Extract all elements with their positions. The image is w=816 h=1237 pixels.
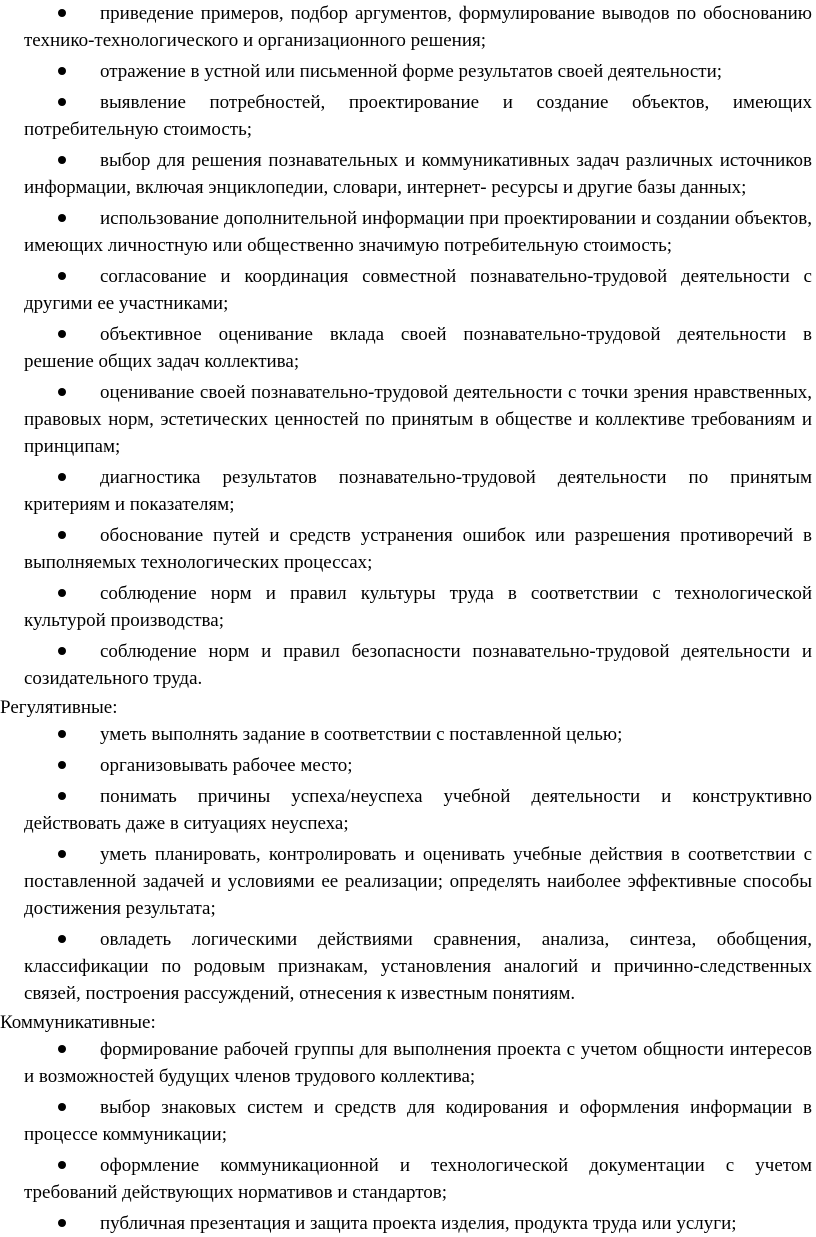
list-item-text: оформление коммуникационной и технологической документации с учетом требований действующих нормативов и стандартов;: [24, 1155, 812, 1203]
list-item: [24, 841, 812, 922]
list-item-text: обоснование путей и средств устранения ошибок или разрешения противоречий в выполняемых технологических процессах;: [24, 525, 812, 573]
bullet-icon: [58, 1219, 66, 1227]
list-item-text: уметь выполнять задание в соответствии с поставленной целью;: [100, 724, 623, 745]
bullet-icon: [58, 761, 66, 769]
list-item: [24, 721, 812, 748]
list-item: [24, 926, 812, 1007]
list-item-text: выбор знаковых систем и средств для кодирования и оформления информации в процессе коммуникации;: [24, 1097, 812, 1145]
list-item: [24, 147, 812, 201]
bullet-icon: [58, 272, 66, 280]
list-item-text: понимать причины успеха/неуспеха учебной деятельности и конструктивно действовать даже в ситуациях неуспеха;: [24, 786, 812, 834]
list-item: [24, 580, 812, 634]
list-item: [24, 1152, 812, 1206]
bullet-icon: [58, 1103, 66, 1111]
bullet-icon: [58, 330, 66, 338]
bullet-icon: [58, 67, 66, 75]
list-item-text: диагностика результатов познавательно-трудовой деятельности по принятым критериям и показателям;: [24, 467, 812, 515]
list-item: [24, 321, 812, 375]
list-item-text: согласование и координация совместной познавательно-трудовой деятельности с другими ее участниками;: [24, 266, 812, 314]
list-item: [24, 58, 812, 85]
bullet-icon: [58, 388, 66, 396]
list-item: [24, 522, 812, 576]
list-item: [24, 379, 812, 460]
bullet-icon: [58, 792, 66, 800]
regulatory-section: [0, 694, 816, 1007]
list-item: [24, 464, 812, 518]
bullet-icon: [58, 1045, 66, 1053]
bullet-icon: [58, 156, 66, 164]
list-item-text: выявление потребностей, проектирование и создание объектов, имеющих потребительную стоимость;: [24, 92, 812, 140]
list-item-text: организовывать рабочее место;: [100, 755, 353, 776]
bullet-icon: [58, 850, 66, 858]
list-item-text: объективное оценивание вклада своей познавательно-трудовой деятельности в решение общих задач коллектива;: [24, 324, 812, 372]
bullet-icon: [58, 473, 66, 481]
bullet-icon: [58, 98, 66, 106]
list-item: [24, 205, 812, 259]
list-item-text: соблюдение норм и правил культуры труда в соответствии с технологической культурой производства;: [24, 583, 812, 631]
list-item: [24, 752, 812, 779]
section-heading: Коммуникативные:: [0, 1012, 156, 1033]
list-item: [24, 1094, 812, 1148]
bullet-icon: [58, 9, 66, 17]
list-item: [24, 1036, 812, 1090]
bullet-icon: [58, 1161, 66, 1169]
bullet-icon: [58, 647, 66, 655]
bullet-icon: [58, 589, 66, 597]
list-item: [24, 1210, 812, 1237]
list-item-text: использование дополнительной информации при проектировании и создании объектов, имеющих личностную или общественно значимую потребительную стоимость;: [24, 208, 812, 256]
bullet-icon: [58, 935, 66, 943]
list-item-text: публичная презентация и защита проекта изделия, продукта труда или услуги;: [100, 1213, 737, 1234]
list-item-text: уметь планировать, контролировать и оценивать учебные действия в соответствии с поставленной задачей и условиями ее реализации; определять наиболее эффективные способы достижения результата;: [24, 844, 812, 919]
list-item: [24, 89, 812, 143]
list-item-text: отражение в устной или письменной форме результатов своей деятельности;: [100, 61, 723, 82]
bullet-icon: [58, 214, 66, 222]
list-item-text: приведение примеров, подбор аргументов, формулирование выводов по обоснованию технико-технологического и организационного решения;: [24, 3, 812, 51]
bullet-icon: [58, 531, 66, 539]
list-item: [24, 783, 812, 837]
list-item: [24, 263, 812, 317]
list-item-text: соблюдение норм и правил безопасности познавательно-трудовой деятельности и созидательного труда.: [24, 641, 812, 689]
bullet-icon: [58, 730, 66, 738]
section-heading: Регулятивные:: [0, 697, 118, 718]
list-item: [24, 638, 812, 692]
list-item-text: формирование рабочей группы для выполнения проекта с учетом общности интересов и возможностей будущих членов трудового коллектива;: [24, 1039, 812, 1087]
list-item-text: выбор для решения познавательных и коммуникативных задач различных источников информации, включая энциклопедии, словари, интернет- ресурсы и другие базы данных;: [24, 150, 812, 198]
list-item-text: овладеть логическими действиями сравнения, анализа, синтеза, обобщения, классификации по родовым признакам, установления аналогий и причинно-следственных связей, построения рассуждений, отнесения к известным понятиям.: [24, 929, 812, 1004]
list-item: [24, 0, 812, 54]
communicative-section: [0, 1009, 816, 1237]
list-item-text: оценивание своей познавательно-трудовой деятельности с точки зрения нравственных, правовых норм, эстетических ценностей по принятым в обществе и коллективе требованиям и принципам;: [24, 382, 812, 457]
